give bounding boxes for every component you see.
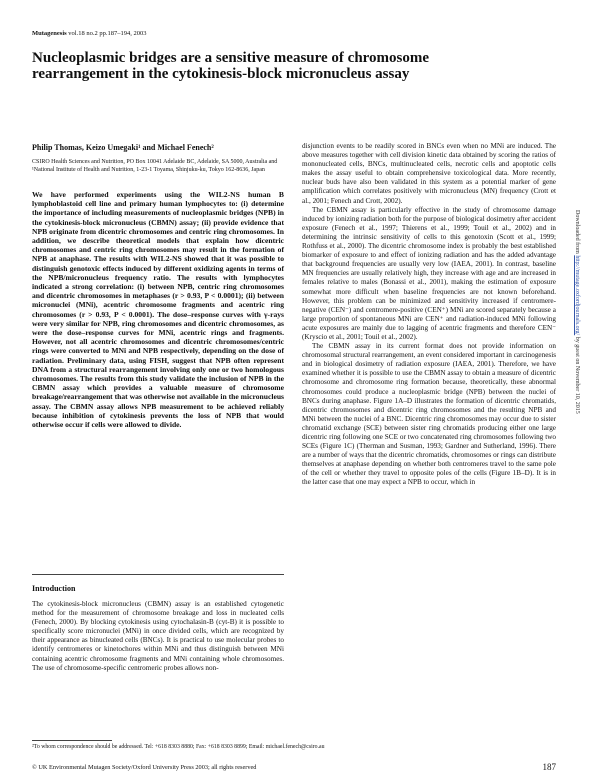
copyright-line: © UK Environmental Mutagen Society/Oxford University Press 2003; all rights reserved — [32, 764, 257, 771]
title-line: rearrangement in the cytokinesis-block micronucleus assay — [32, 66, 410, 82]
download-prefix: Downloaded from — [574, 210, 580, 256]
title-line: Nucleoplasmic bridges are a sensitive measure of chromosome — [32, 50, 430, 66]
download-notice — [574, 210, 580, 414]
paper-title — [32, 50, 552, 82]
journal-header — [32, 30, 146, 37]
download-suffix: by guest on November 10, 2015 — [574, 335, 580, 414]
author-list: Philip Thomas, Keizo Umegaki¹ and Michael Fenech² — [32, 143, 214, 152]
page-number: 187 — [542, 762, 556, 772]
body-paragraph: The CBMN assay in its current format does not provide information on chromosomal structural rearrangement, an event considered important in carcinogenesis and in biological dosimetry of radiation exposure (IAEA, 2001). Therefore, we have examined whether it is possible to use the CBMN assay to obtain a measure of dicentric chromosome and chromosome ring formation because, theoretically, these abnormal chromosomes could produce a nucleoplasmic bridge (NPB) between the nuclei of BNCs during anaphase. Figure 1A–D illustrates the formation of dicentric chromatids, dicentric chromosomes and dicentric ring chromosomes and the resulting NPB and MNi between the nuclei of a BNC. Dicentric ring chromosomes may occur due to sister chromatid exchange (SCE) between sister ring chromatids producing either one large dicentric ring following one SCE or two concatenated ring chromosomes following two SCEs (Figure 1C) (Therman and Susman, 1993; Gardner and Sutherland, 1996). There are a number of ways that the dicentric chromatids, chromosomes or rings can distribute themselves at anaphase depending on whether both centromeres travel to the same pole of the cell or whether they travel to opposite poles of the cells (Figure 1B–D). It is in the latter case that one may expect a NPB to occur, which in — [302, 342, 556, 487]
intro-paragraph: The cytokinesis-block micronucleus (CBMN) assay is an established cytogenetic method for the measurement of chromosome breakage and loss in nucleated cells (Fenech, 2000). By blocking cytokinesis using cytochalasin-B (cyt-B) it is possible to specifically score micronuclei (MNi) in once divided cells, which are recognized by their appearance as binucleated cells (BNCs). It is practical to use molecular probes to identify centromeres or kinetochores within MNi and thus distinguish between MNi containing acentric chromosome fragments and MNi containing whole chromosomes. The use of chromosome-specific centromeric probes allows non- — [32, 600, 284, 672]
right-column — [302, 142, 556, 488]
journal-name: Mutagenesis — [32, 30, 67, 37]
download-sidebar — [568, 210, 582, 650]
volume-info: vol.18 no.2 pp.187–194, 2003 — [68, 30, 147, 37]
section-divider — [32, 574, 284, 575]
body-paragraph: disjunction events to be readily scored in BNCs even when no MNi are induced. The above measures together with cell division kinetic data obtained by scoring the ratios of mononucleated cells, BNCs, multinucleated cells, necrotic cells and apoptotic cells makes the assay useful to obtain comprehensive toxicological data. More recently, nuclear buds have also been validated in this system as a potential marker of gene amplification which correlates positively with micronucleus (MN) frequency (Crott et al., 2001; Fenech and Crott, 2002). — [302, 142, 556, 205]
body-paragraph: The CBMN assay is particularly effective in the study of chromosome damage induced by ionizing radiation both for the purpose of biological dosimetry after accident exposure (Fenech et al., 1997; Thierens et al., 1999; Touil et al., 2002) and in determining the intrinsic sensitivity of cells to this genotoxin (Scott et al., 1999; Rothfuss et al., 2000). The dicentric chromosome index is probably the best established biomarker of exposure to and effect of ionizing radiation and has the added advantage that background frequencies are usually very low (IAEA, 2001). In contrast, baseline MN frequencies are usually relatively high, they increase with age and are increased in females relative to males (Bonassi et al., 2001), making the estimation of exposure somewhat more difficult when baseline frequencies are not known beforehand. However, this problem can be minimized and sensitivity increased if centromere-negative (CEN⁻) and centromere-positive (CEN⁺) MNi are scored separately because a large proportion of spontaneous MNi are CEN⁺ and radiation-induced MNi following acute exposures are mainly due to lagging of acentric fragments and therefore CEN⁻ (Kryscio et al., 2001; Touil et al., 2002). — [302, 205, 556, 341]
affiliation: CSIRO Health Sciences and Nutrition, PO Box 10041 Adelaide BC, Adelaide, SA 5000, Australia and ¹National Institute of Health and Nutrition, 1-23-1 Toyama, Shinjuku-ku, Tokyo 162-8636, Japan — [32, 159, 278, 173]
section-heading: Introduction — [32, 584, 76, 593]
footnote-divider — [32, 740, 112, 741]
abstract: We have performed experiments using the WIL2-NS human B lymphoblastoid cell line and primary human lymphocytes to: (i) determine the importance of including measurements of nucleoplasmic bridges (NPB) in the cytokinesis-block micronucleus (CBMN) assay; (ii) provide evidence that NPB originate from dicentric chromosomes and centric ring chromosomes. In addition, we describe theoretical models that explain how dicentric chromosomes and centric ring chromosomes may result in the formation of NPB at anaphase. The results with WIL2-NS showed that it was possible to distinguish genotoxic effects induced by different oxidizing agents in terms of the NPB/micronucleus frequency ratio. The results with lymphocytes indicated a strong correlation: (i) between NPB, centric ring chromosomes and dicentric chromosomes in metaphases (r > 0.93, P < 0.0001); (ii) between micronuclei (MNi), acentric chromosome fragments and acentric ring chromosomes (r > 0.93, P < 0.0001). The dose–response curves with γ-rays were very similar for NPB, ring chromosomes and dicentric chromosomes, as were the dose–response curves for MNi, acentric rings and fragments. However, not all acentric chromosomes and dicentric chromosomes/centric rings were converted to MNi and NPB respectively, depending on the dose of radiation. Preliminary data, using FISH, suggest that NPB often represent DNA from a structural rearrangement involving only one or two homologous chromosomes. The results from this study validate the inclusion of NPB in the CBMN assay which provides a valuable measure of chromosome breakage/rearrangement that was otherwise not available in the micronucleus assay. The CBMN assay allows NPB measurement to be achieved reliably because inhibition of cytokinesis prevents the loss of NPB that would otherwise occur if cells were allowed to divide. — [32, 190, 284, 430]
footnote: ²To whom correspondence should be addressed. Tel: +618 8303 8880; Fax: +618 8303 8899; Email: michael.fenech@csiro.au — [32, 744, 325, 750]
journal-link[interactable]: http://mutage.oxfordjournals.org/ — [574, 255, 580, 336]
